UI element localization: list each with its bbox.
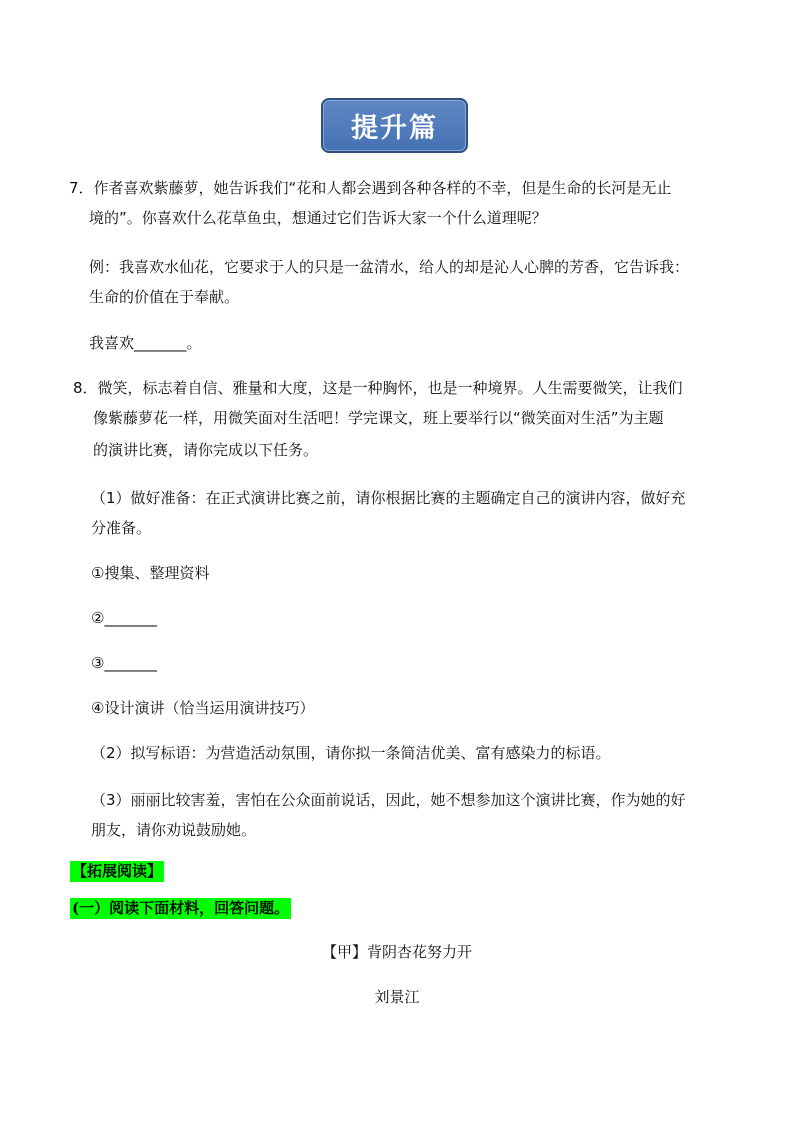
q7-answer-blank: 我喜欢_______。 — [89, 334, 202, 352]
q8-task2: （2）拟写标语：为营造活动氛围，请你拟一条简洁优美、富有感染力的标语。 — [91, 744, 611, 762]
q8-task1-line-2: 分准备。 — [91, 519, 152, 537]
q7-line-2: 境的”。你喜欢什么花草鱼虫，想通过它们告诉大家一个什么道理呢？ — [89, 209, 547, 227]
q7-example-line-2: 生命的价值在于奉献。 — [89, 288, 240, 306]
q7-example-line-1: 例：我喜欢水仙花，它要求于人的只是一盆清水，给人的却是沁人心脾的芳香，它告诉我： — [89, 258, 690, 276]
q8-line-1: 8．微笑，标志着自信、雅量和大度，这是一种胸怀，也是一种境界。人生需要微笑，让我们 — [73, 379, 683, 397]
article-author: 刘景江 — [374, 988, 420, 1006]
q8-task3-line-1: （3）丽丽比较害羞，害怕在公众面前说话，因此，她不想参加这个演讲比赛，作为她的好 — [91, 791, 686, 809]
q8-task3-line-2: 朋友，请你劝说鼓励她。 — [91, 821, 257, 839]
q8-step-1: ①搜集、整理资料 — [91, 564, 210, 582]
q8-step-3-blank: ③_______ — [91, 654, 157, 672]
q7-line-1: 7．作者喜欢紫藤萝，她告诉我们“花和人都会遇到各种各样的不幸，但是生命的长河是无止 — [69, 179, 672, 197]
q8-step-2-blank: ②_______ — [91, 609, 157, 627]
section-title: 提升篇 — [351, 113, 438, 144]
q8-step-4: ④设计演讲（恰当运用演讲技巧） — [91, 699, 315, 717]
extended-reading-label: 【拓展阅读】 — [72, 862, 163, 880]
q8-task1-line-1: （1）做好准备：在正式演讲比赛之前，请你根据比赛的主题确定自己的演讲内容，做好充 — [91, 489, 686, 507]
article-title: 【甲】背阴杏花努力开 — [321, 943, 472, 961]
q8-line-3: 的演讲比赛，请你完成以下任务。 — [93, 441, 319, 459]
q8-line-2: 像紫藤萝花一样，用微笑面对生活吧！学完课文，班上要举行以“微笑面对生活”为主题 — [93, 409, 664, 427]
section-title-banner — [321, 98, 468, 153]
reading-part-one-label: (一）阅读下面材料，回答问题。 — [72, 899, 290, 917]
